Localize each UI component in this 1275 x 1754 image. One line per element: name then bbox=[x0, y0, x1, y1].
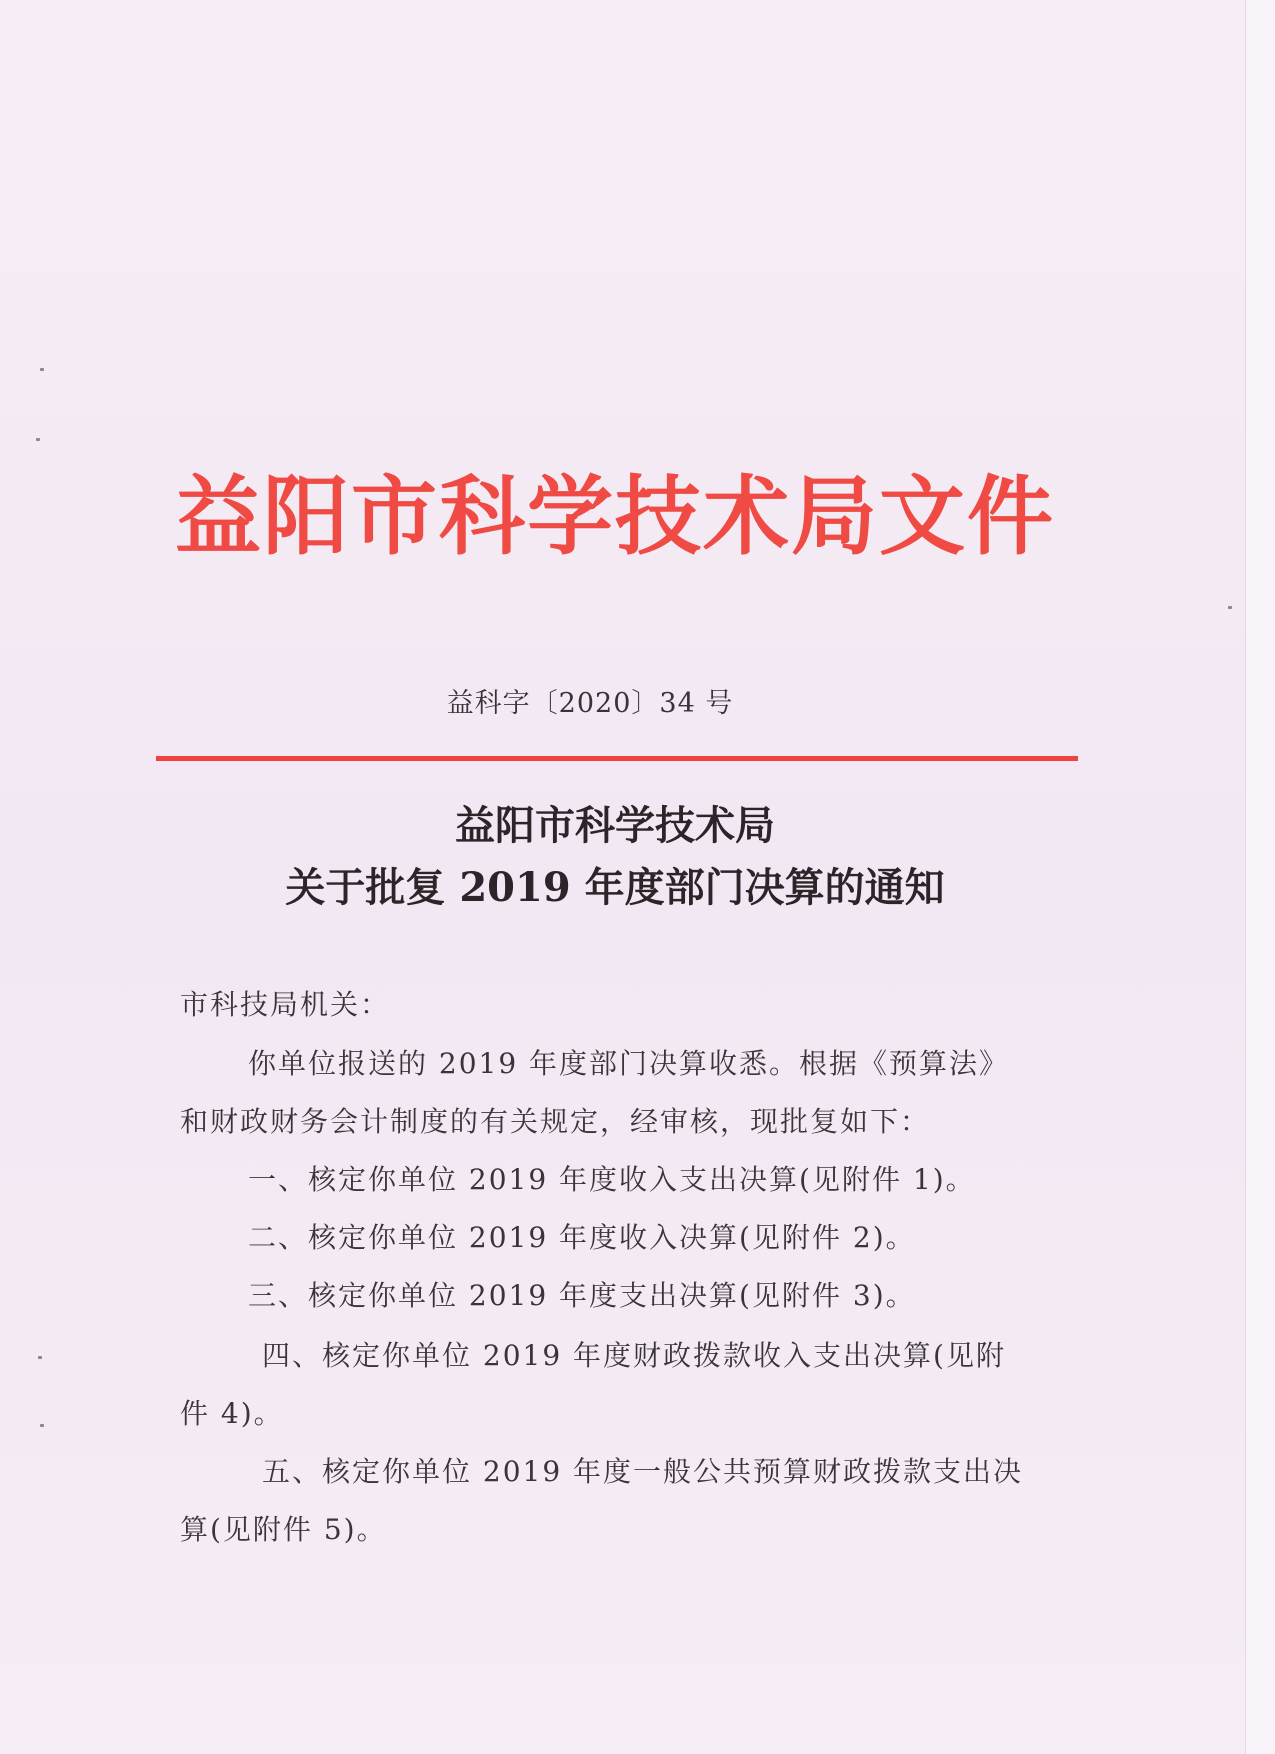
scan-speck bbox=[40, 368, 44, 371]
document-number: 益科字〔2020〕34 号 bbox=[446, 688, 734, 719]
issuing-authority-header: 益阳市科学技术局文件 bbox=[175, 466, 1055, 567]
paragraph-line: 你单位报送的 2019 年度部门决算收悉。根据《预算法》 bbox=[248, 1047, 1010, 1080]
paragraph-line: 算(见附件 5)。 bbox=[180, 1513, 387, 1546]
paragraph-line: 一、核定你单位 2019 年度收入支出决算(见附件 1)。 bbox=[248, 1163, 976, 1196]
paragraph-line: 四、核定你单位 2019 年度财政拨款收入支出决算(见附 bbox=[262, 1339, 1006, 1372]
paragraph-line: 三、核定你单位 2019 年度支出决算(见附件 3)。 bbox=[248, 1279, 916, 1312]
paragraph-line: 二、核定你单位 2019 年度收入决算(见附件 2)。 bbox=[248, 1221, 916, 1254]
page-edge bbox=[1245, 0, 1275, 1754]
paragraph-line: 五、核定你单位 2019 年度一般公共预算财政拨款支出决 bbox=[262, 1455, 1024, 1488]
paragraph-line: 件 4)。 bbox=[180, 1397, 284, 1430]
notice-title-line-2: 关于批复 2019 年度部门决算的通知 bbox=[285, 864, 945, 911]
scan-speck bbox=[40, 1424, 44, 1427]
paragraph-line: 和财政财务会计制度的有关规定，经审核，现批复如下： bbox=[180, 1105, 931, 1138]
addressee: 市科技局机关： bbox=[180, 988, 391, 1021]
scan-speck bbox=[36, 438, 40, 441]
notice-title-line-1: 益阳市科学技术局 bbox=[455, 802, 775, 849]
red-separator-line bbox=[156, 756, 1078, 761]
scan-speck bbox=[38, 1356, 42, 1359]
scan-speck bbox=[1228, 606, 1232, 609]
